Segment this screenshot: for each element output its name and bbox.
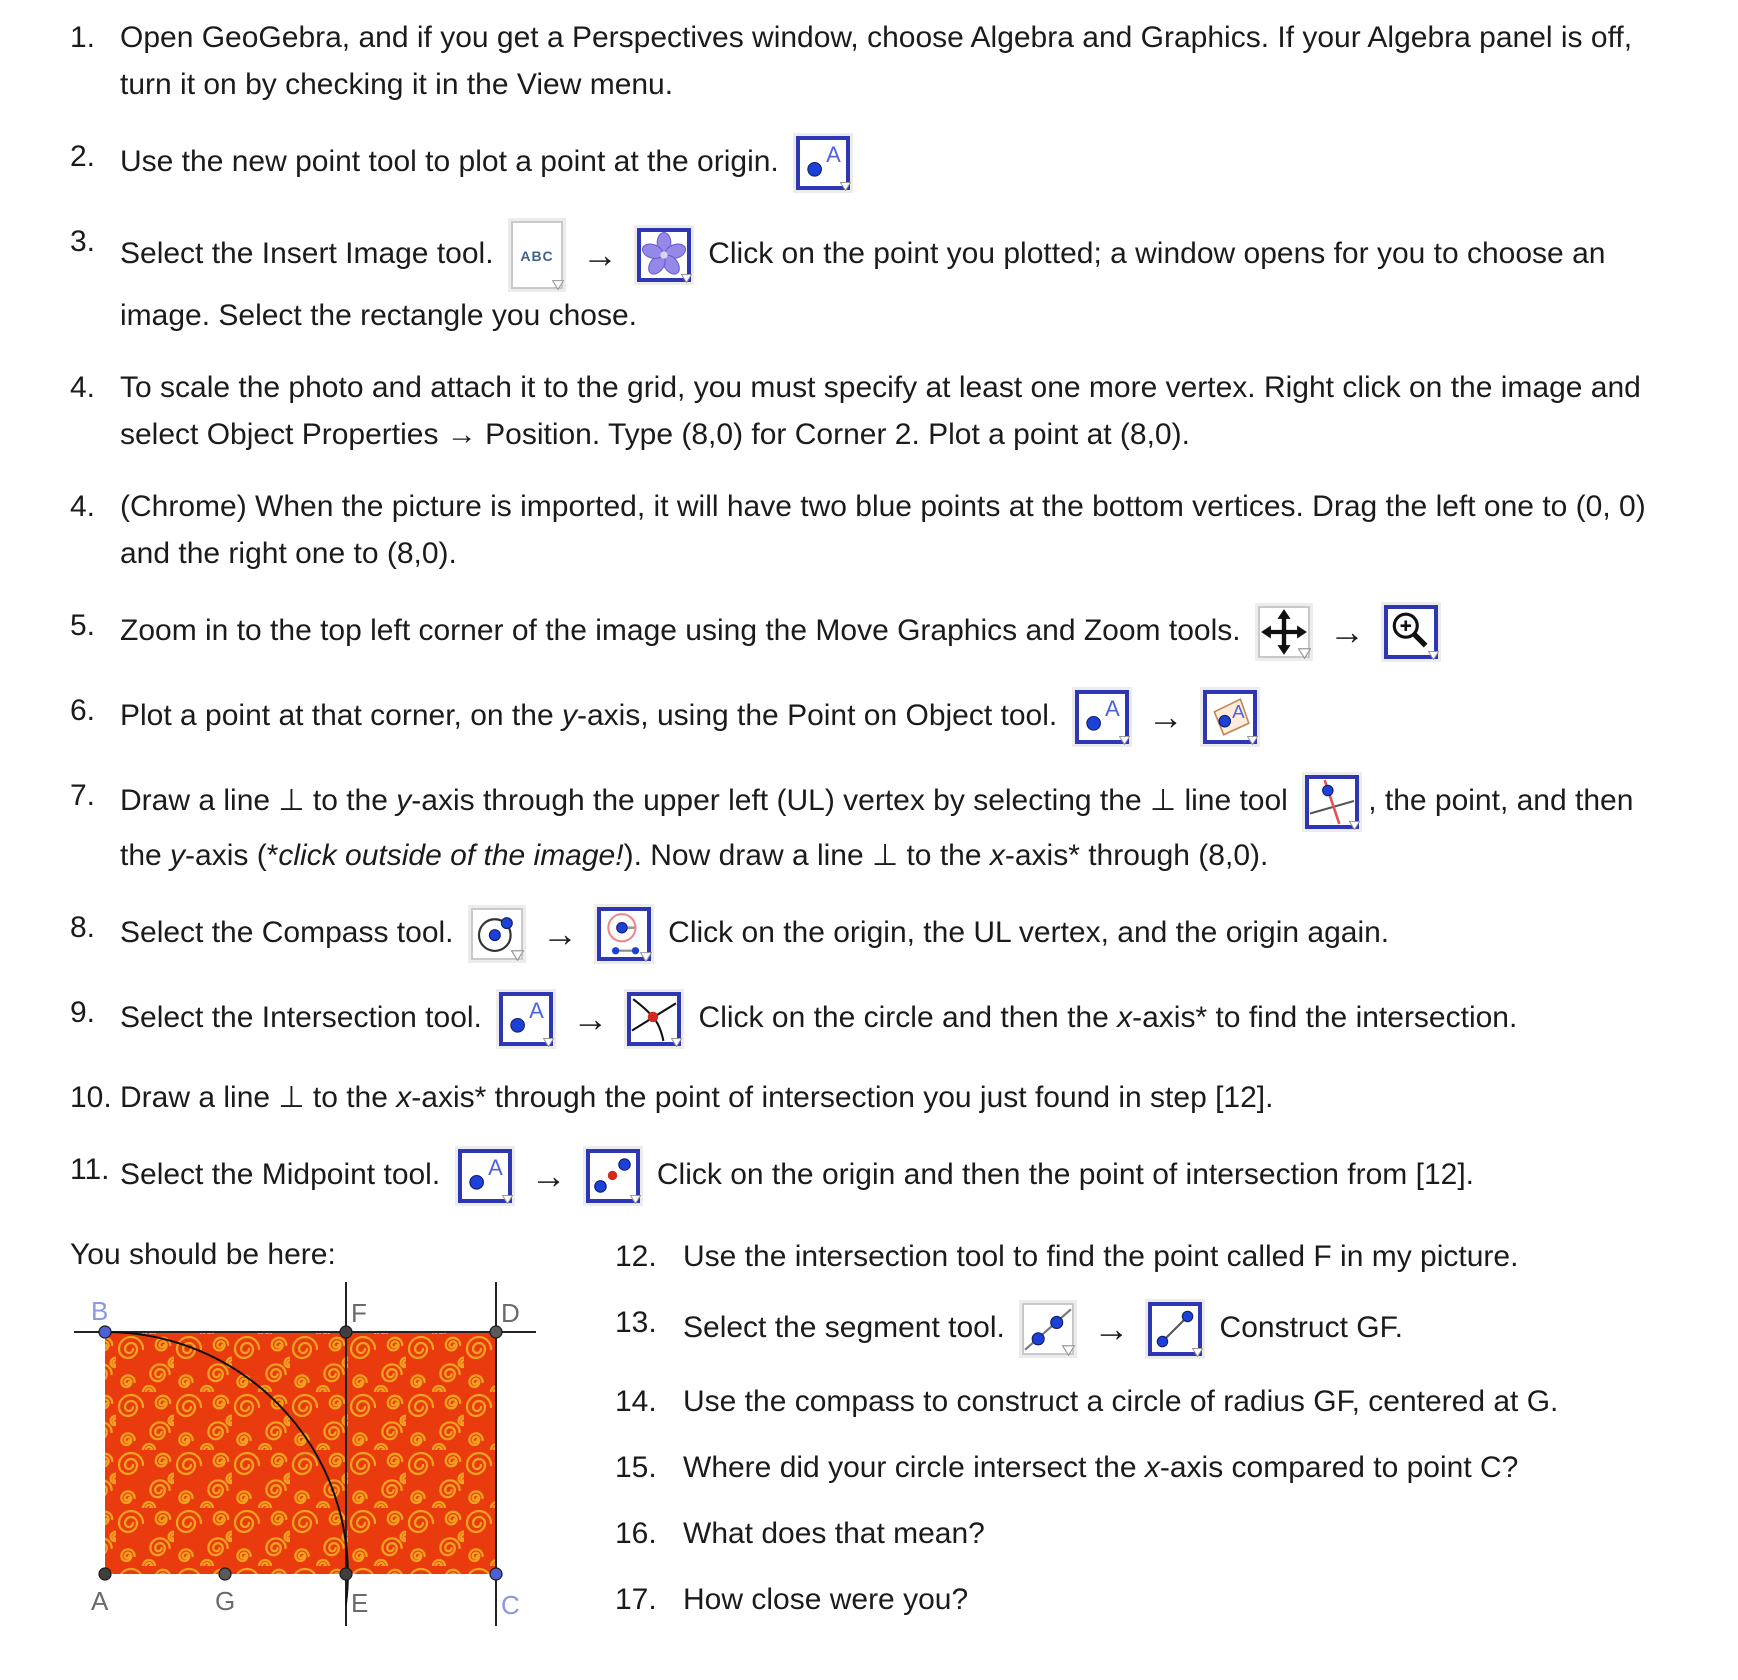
step-text: -axis* to find the intersection.: [1132, 1000, 1518, 1034]
figure-point-E: [340, 1568, 352, 1580]
step-content: [120, 133, 1678, 193]
step-text: Use the new point tool to plot a point at the origin.: [120, 144, 788, 178]
arrow-right-icon: →: [1093, 1308, 1130, 1349]
step-text: Construct GF.: [1211, 1310, 1403, 1344]
step-item: [70, 483, 1684, 577]
arrow-right-icon: →: [1328, 611, 1365, 652]
dropdown-arrow-icon: [1119, 736, 1130, 745]
text-tool-abc-icon: [508, 218, 566, 292]
step-text: ). Now draw a line ⊥ to the: [623, 839, 990, 872]
dropdown-arrow-icon: [630, 1195, 641, 1204]
figure-label-F: F: [351, 1298, 367, 1328]
step-text-italic: y: [561, 698, 577, 732]
circle-tool-icon: [468, 905, 526, 963]
dropdown-arrow-icon: [1062, 1345, 1075, 1356]
step-number: 6.: [70, 694, 96, 727]
dropdown-arrow-icon: [1298, 648, 1311, 659]
step-item: [615, 1444, 1684, 1491]
step-text: Zoom in to the top left corner of the image using the Move Graphics and Zoom tools.: [120, 613, 1249, 647]
step-number: 3.: [70, 225, 96, 258]
dropdown-arrow-icon: [1192, 1348, 1203, 1357]
step-item: [70, 904, 1684, 964]
step-text: -axis, using the Point on Object tool.: [576, 698, 1066, 732]
step-text-italic: x: [1117, 1000, 1133, 1034]
step-text: Click on the point you plotted; a window opens for you to choose an image. Select the rectangle you chose.: [120, 236, 1606, 332]
figure-point-B: [99, 1326, 111, 1338]
point-tool-icon: [496, 989, 556, 1049]
arrow-right-icon: →: [541, 913, 578, 954]
step-item: [70, 1074, 1684, 1121]
step-text-italic: y: [170, 839, 186, 872]
step-content: [683, 1576, 1684, 1623]
step-number: 4.: [70, 371, 96, 404]
step-item: [615, 1576, 1684, 1623]
arrow-right-icon: →: [530, 1155, 567, 1196]
step-text: Plot a point at that corner, on the: [120, 698, 562, 732]
step-content: [683, 1378, 1684, 1425]
step-content: [120, 989, 1678, 1049]
svg-text:A: A: [529, 997, 544, 1023]
step-item: [70, 687, 1684, 747]
step-content: [683, 1299, 1684, 1359]
point-tool-icon: [455, 1146, 515, 1206]
step-text: -axis (*: [185, 839, 279, 872]
figure-point-A: [99, 1568, 111, 1580]
arrow-right-icon: →: [581, 234, 618, 275]
step-text-italic: y: [396, 783, 412, 817]
step-text: -axis compared to point C?: [1159, 1451, 1519, 1484]
step-content: [683, 1444, 1684, 1491]
figure-label-E: E: [351, 1588, 369, 1618]
step-text: Open GeoGebra, and if you get a Perspectives window, choose Algebra and Graphics. If your Algebra panel is off, turn it on by checking it in the View menu.: [120, 21, 1633, 101]
dropdown-arrow-icon: [840, 182, 851, 191]
step-content: [120, 1074, 1678, 1121]
svg-text:ABC: ABC: [520, 248, 554, 264]
step-text-italic: x: [396, 1081, 412, 1114]
dropdown-arrow-icon: [640, 952, 652, 962]
step-text: -axis* through the point of intersection you just found in step [12].: [411, 1081, 1274, 1114]
step-content: [120, 218, 1678, 339]
step-text: Select the Intersection tool.: [120, 1000, 491, 1034]
step-number: 5.: [70, 609, 96, 642]
photo-rectangle: [105, 1332, 496, 1574]
step-item: [615, 1378, 1684, 1425]
step-text: Select the segment tool.: [683, 1310, 1014, 1344]
step-number: 12.: [615, 1240, 657, 1273]
step-number: 13.: [615, 1306, 657, 1339]
step-text: Use the intersection tool to find the point called F in my picture.: [683, 1240, 1519, 1273]
figure-point-G: [219, 1568, 231, 1580]
arrow-right-icon: →: [572, 998, 609, 1039]
step-item: [70, 364, 1684, 458]
step-text: Draw a line ⊥ to the: [120, 783, 397, 817]
step-number: 11.: [70, 1153, 110, 1186]
step-content: [120, 14, 1678, 108]
step-text: Click on the origin, the UL vertex, and the origin again.: [659, 915, 1390, 949]
step-number: 7.: [70, 779, 96, 812]
arrow-right-icon: →: [1147, 696, 1184, 737]
step-number: 17.: [615, 1583, 657, 1616]
svg-text:A: A: [1104, 695, 1120, 721]
step-item: [70, 1146, 1684, 1206]
step-number: 9.: [70, 996, 96, 1029]
point-on-object-icon: [1200, 687, 1260, 747]
svg-text:A: A: [487, 1154, 503, 1180]
step-item: [615, 1510, 1684, 1557]
figure-label-D: D: [501, 1298, 520, 1328]
step-item: [70, 14, 1684, 108]
step-text: -axis through the upper left (UL) vertex by selecting the ⊥ line tool: [411, 783, 1297, 817]
figure-caption: You should be here:: [70, 1238, 336, 1271]
step-text: Select the Midpoint tool.: [120, 1157, 449, 1191]
figure-label-A: A: [91, 1586, 109, 1616]
step-item: [615, 1299, 1684, 1359]
step-content: [120, 1146, 1678, 1206]
line-tool-icon: [1019, 1300, 1077, 1358]
step-number: 2.: [70, 140, 96, 173]
step-text: -axis* through (8,0).: [1004, 839, 1269, 872]
intersect-two-objects-icon: [624, 989, 684, 1049]
dropdown-arrow-icon: [1247, 736, 1258, 745]
dropdown-arrow-icon: [543, 1038, 554, 1047]
steps-top: [70, 14, 1684, 1206]
geogebra-figure: [58, 1276, 538, 1636]
dropdown-arrow-icon: [671, 1038, 682, 1047]
step-text: Click on the origin and then the point of intersection from [12].: [648, 1157, 1474, 1191]
step-content: [120, 483, 1678, 577]
svg-text:A: A: [826, 141, 841, 167]
dropdown-arrow-icon: [511, 950, 524, 961]
point-tool-icon: [1072, 687, 1132, 747]
step-content: [120, 772, 1678, 879]
segment-tool-icon: [1145, 1299, 1205, 1359]
step-content: [120, 687, 1678, 747]
figure-label-G: G: [215, 1586, 236, 1616]
step-item: [70, 772, 1684, 879]
dropdown-arrow-icon: [502, 1195, 513, 1204]
perpendicular-line-icon: [1302, 772, 1362, 832]
step-text: To scale the photo and attach it to the grid, you must specify at least one more vertex. Right click on the image and select Object Properties → Position. Type (8,0) for Corner 2. Plot a point at (8,0).: [120, 371, 1641, 451]
step-text: Use the compass to construct a circle of radius GF, centered at G.: [683, 1385, 1559, 1418]
step-text: (Chrome) When the picture is imported, it will have two blue points at the bottom vertices. Drag the left one to (0, 0) and the right one to (8,0).: [120, 490, 1646, 570]
move-graphics-icon: [1255, 603, 1313, 661]
step-content: [120, 602, 1678, 662]
step-content: [120, 364, 1678, 458]
step-item: [615, 1233, 1684, 1280]
step-content: [683, 1510, 1684, 1557]
step-number: 4.: [70, 490, 96, 523]
step-text-italic: x: [1144, 1451, 1160, 1484]
step-number: 16.: [615, 1517, 657, 1550]
step-text-italic: x: [989, 839, 1005, 872]
step-text: Select the Compass tool.: [120, 915, 462, 949]
zoom-in-icon: [1381, 602, 1441, 662]
step-text: Select the Insert Image tool.: [120, 236, 502, 270]
step-text-italic: click outside of the image!: [278, 839, 624, 872]
step-number: 15.: [615, 1451, 657, 1484]
figure-label-C: C: [501, 1590, 520, 1620]
step-number: 14.: [615, 1385, 657, 1418]
step-content: [120, 904, 1678, 964]
step-text: Click on the circle and then the: [690, 1000, 1118, 1034]
figure-point-C: [490, 1568, 502, 1580]
midpoint-icon: [583, 1146, 643, 1206]
insert-image-flower-icon: [634, 225, 694, 285]
step-item: [70, 602, 1684, 662]
step-number: 1.: [70, 21, 96, 54]
svg-text:A: A: [1231, 701, 1245, 723]
step-content: [683, 1233, 1684, 1280]
dropdown-arrow-icon: [681, 274, 692, 283]
step-text: Draw a line ⊥ to the: [120, 1081, 397, 1114]
steps-bottom: [615, 1231, 1684, 1642]
point-tool-icon: [793, 133, 853, 193]
dropdown-arrow-icon: [1428, 651, 1439, 660]
step-text: , the point, and then the: [120, 783, 1634, 872]
figure-label-B: B: [91, 1296, 109, 1326]
figure-column: [70, 1231, 615, 1641]
step-item: [70, 218, 1684, 339]
step-item: [70, 989, 1684, 1049]
step-text: What does that mean?: [683, 1517, 985, 1550]
dropdown-arrow-icon: [1349, 821, 1360, 830]
compass-icon: [594, 904, 654, 964]
bottom-section: [70, 1231, 1684, 1642]
step-number: 8.: [70, 911, 96, 944]
step-text: Where did your circle intersect the: [683, 1451, 1145, 1484]
step-number: 10.: [70, 1081, 112, 1114]
dropdown-arrow-icon: [552, 280, 564, 290]
geogebra-screenshot: [58, 1276, 615, 1641]
step-text: How close were you?: [683, 1583, 969, 1616]
step-item: [70, 133, 1684, 193]
